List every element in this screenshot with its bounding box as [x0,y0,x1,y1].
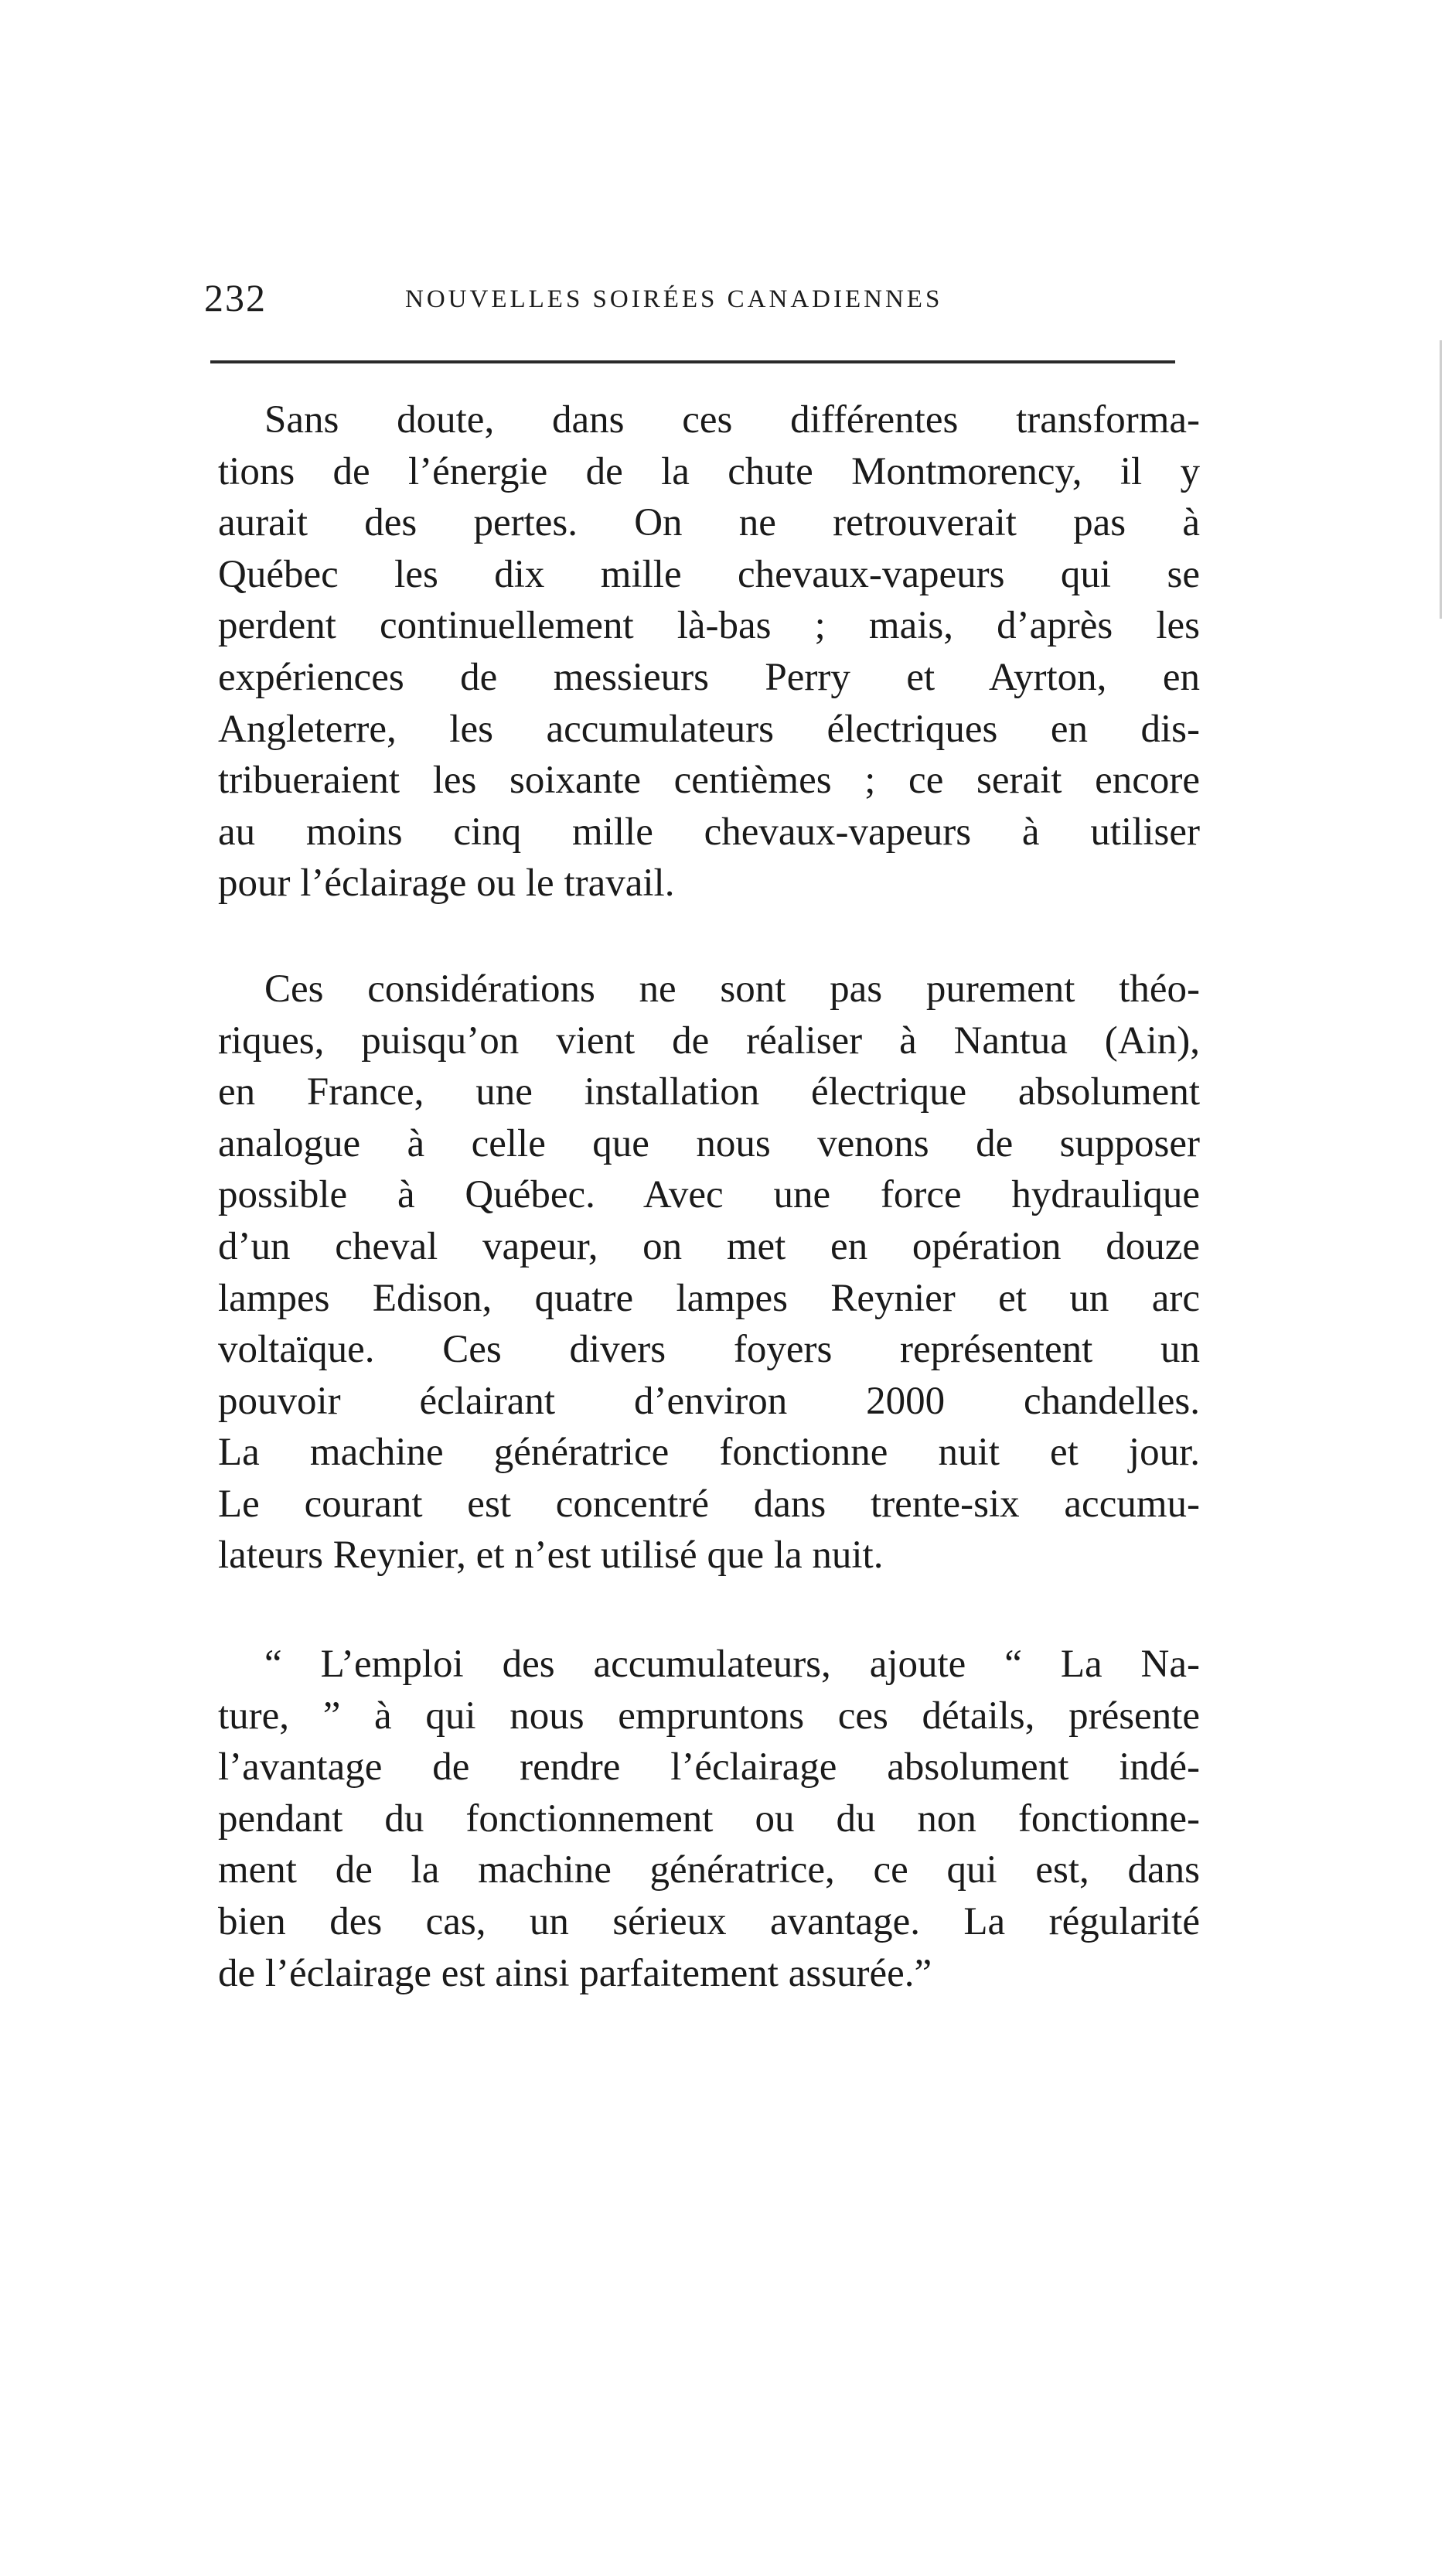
text-line: d’un cheval vapeur, on met en opération douze [218,1224,1200,1268]
paragraph-2 [218,964,1200,1581]
text-line: lateurs Reynier, et n’est utilisé que la nuit. [218,1534,884,1578]
text-line: en France, une installation électrique absolument [218,1070,1200,1114]
text-line: expériences de messieurs Perry et Ayrton, en [218,655,1200,699]
text-line: lampes Edison, quatre lampes Reynier et un arc [218,1276,1200,1320]
text-line: au moins cinq mille chevaux-vapeurs à utiliser [218,810,1200,854]
paragraph-3 [218,1639,1200,1999]
paragraph-1 [218,394,1200,909]
running-header [204,275,1178,321]
header-rule [210,360,1175,363]
text-line: possible à Québec. Avec une force hydraulique [218,1173,1200,1217]
text-line: bien des cas, un sérieux avantage. La régularité [218,1900,1200,1944]
text-line: “ L’emploi des accumulateurs, ajoute “ La Na- [264,1643,1200,1687]
text-line: pendant du fonctionnement ou du non fonctionne- [218,1796,1200,1841]
text-line: de l’éclairage est ainsi parfaitement assurée.” [218,1951,932,1995]
text-line: Ces considérations ne sont pas purement théo- [264,967,1200,1011]
text-line: voltaïque. Ces divers foyers représentent un [218,1328,1200,1372]
text-line: tions de l’énergie de la chute Montmorency, il y [218,449,1200,493]
paragraph-gap [218,1581,1200,1639]
text-line: ture, ” à qui nous empruntons ces détails, présente [218,1694,1200,1738]
paragraph-gap [218,909,1200,964]
text-line: Angleterre, les accumulateurs électriques en dis- [218,707,1200,751]
text-line: Québec les dix mille chevaux-vapeurs qui se [218,552,1200,596]
text-line: tribueraient les soixante centièmes ; ce serait encore [218,759,1200,803]
text-line: aurait des pertes. On ne retrouverait pas à [218,501,1200,545]
text-line: Sans doute, dans ces différentes transforma- [264,398,1200,442]
page-number: 232 [204,276,267,319]
text-line: l’avantage de rendre l’éclairage absolument indé- [218,1745,1200,1790]
page-edge-mark [1440,340,1442,619]
text-line: pour l’éclairage ou le travail. [218,862,675,906]
text-line: La machine génératrice fonctionne nuit et jour. [218,1431,1200,1475]
text-line: Le courant est concentré dans trente-six accumu- [218,1482,1200,1526]
body-text [218,394,1200,1999]
text-line: riques, puisqu’on vient de réaliser à Nantua (Ain), [218,1018,1200,1063]
text-line: perdent continuellement là-bas ; mais, d’après les [218,604,1200,648]
text-line: analogue à celle que nous venons de supposer [218,1121,1200,1165]
text-line: pouvoir éclairant d’environ 2000 chandelles. [218,1379,1200,1423]
text-line: ment de la machine génératrice, ce qui est, dans [218,1848,1200,1892]
running-title: NOUVELLES SOIRÉES CANADIENNES [405,285,943,313]
